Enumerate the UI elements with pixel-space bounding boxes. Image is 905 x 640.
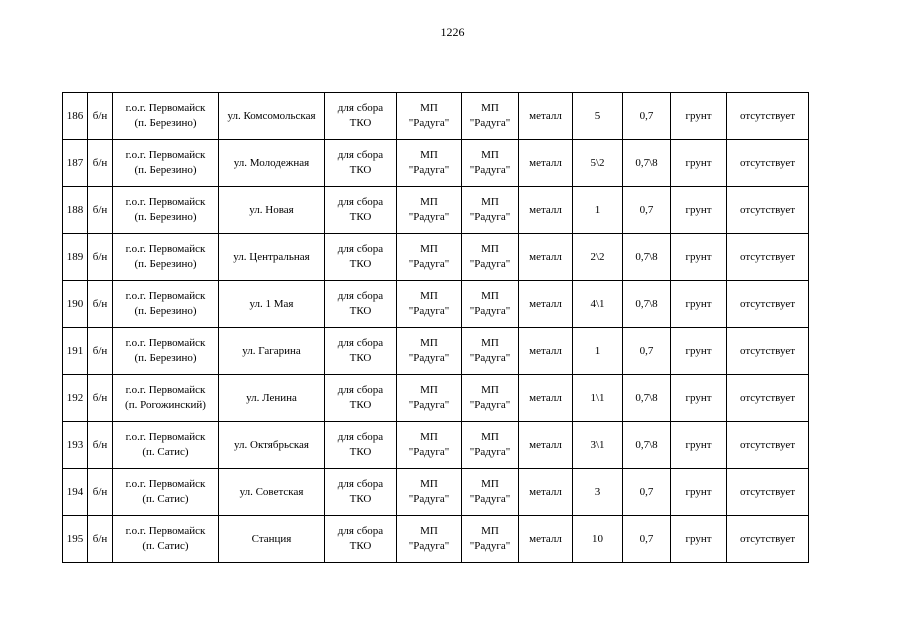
cell-purpose bbox=[325, 469, 397, 516]
table-row bbox=[63, 93, 809, 140]
cell-operator-line: МП bbox=[481, 149, 499, 161]
cell-purpose-line: для сбора bbox=[337, 337, 384, 349]
cell-purpose-line: ТКО bbox=[349, 117, 372, 129]
cell-settlement-line: (п. Сатис) bbox=[142, 493, 189, 505]
cell-number: 186 bbox=[63, 93, 88, 140]
cell-operator bbox=[462, 516, 519, 563]
cell-number: 190 bbox=[63, 281, 88, 328]
cell-volume: 0,7 bbox=[623, 328, 671, 375]
cell-owner-line: "Радуга" bbox=[408, 493, 450, 505]
cell-purpose-line: ТКО bbox=[349, 305, 372, 317]
table-row bbox=[63, 516, 809, 563]
cell-street: ул. Октябрьская bbox=[219, 422, 325, 469]
cell-street: ул. Новая bbox=[219, 187, 325, 234]
cell-owner-line: "Радуга" bbox=[408, 211, 450, 223]
cell-surface: грунт bbox=[671, 469, 727, 516]
cell-count: 3\1 bbox=[573, 422, 623, 469]
cell-volume: 0,7\8 bbox=[623, 422, 671, 469]
cell-registry: б/н bbox=[88, 422, 113, 469]
cell-settlement bbox=[113, 234, 219, 281]
cell-settlement-line: (п. Березино) bbox=[134, 164, 197, 176]
cell-registry: б/н bbox=[88, 187, 113, 234]
cell-purpose-line: ТКО bbox=[349, 399, 372, 411]
cell-street: ул. Центральная bbox=[219, 234, 325, 281]
cell-settlement-line: (п. Березино) bbox=[134, 117, 197, 129]
container-sites-table bbox=[62, 92, 809, 563]
cell-street: ул. Советская bbox=[219, 469, 325, 516]
page-number: 1226 bbox=[440, 25, 465, 39]
cell-purpose-line: ТКО bbox=[349, 540, 372, 552]
cell-settlement-line: (п. Березино) bbox=[134, 352, 197, 364]
cell-operator bbox=[462, 469, 519, 516]
cell-volume: 0,7\8 bbox=[623, 281, 671, 328]
cell-owner-line: "Радуга" bbox=[408, 117, 450, 129]
cell-purpose-line: для сбора bbox=[337, 196, 384, 208]
cell-operator-line: МП bbox=[481, 102, 499, 114]
cell-owner bbox=[397, 422, 462, 469]
cell-number: 189 bbox=[63, 234, 88, 281]
cell-settlement-line: (п. Березино) bbox=[134, 305, 197, 317]
cell-surface: грунт bbox=[671, 187, 727, 234]
cell-operator-line: "Радуга" bbox=[469, 258, 511, 270]
cell-settlement-line: (п. Березино) bbox=[134, 258, 197, 270]
cell-owner-line: "Радуга" bbox=[408, 399, 450, 411]
cell-purpose bbox=[325, 422, 397, 469]
cell-settlement-line: г.о.г. Первомайск bbox=[125, 290, 206, 302]
cell-fence: отсутствует bbox=[727, 375, 809, 422]
cell-settlement bbox=[113, 516, 219, 563]
cell-settlement-line: (п. Сатис) bbox=[142, 446, 189, 458]
cell-count: 5 bbox=[573, 93, 623, 140]
cell-surface: грунт bbox=[671, 281, 727, 328]
cell-purpose-line: ТКО bbox=[349, 164, 372, 176]
cell-registry: б/н bbox=[88, 469, 113, 516]
cell-operator-line: МП bbox=[481, 243, 499, 255]
cell-volume: 0,7 bbox=[623, 93, 671, 140]
cell-operator-line: "Радуга" bbox=[469, 399, 511, 411]
cell-surface: грунт bbox=[671, 140, 727, 187]
cell-owner-line: МП bbox=[420, 196, 438, 208]
cell-purpose-line: ТКО bbox=[349, 211, 372, 223]
cell-operator bbox=[462, 328, 519, 375]
cell-count: 2\2 bbox=[573, 234, 623, 281]
cell-count: 3 bbox=[573, 469, 623, 516]
cell-owner-line: МП bbox=[420, 384, 438, 396]
cell-registry: б/н bbox=[88, 516, 113, 563]
cell-operator bbox=[462, 140, 519, 187]
cell-volume: 0,7\8 bbox=[623, 375, 671, 422]
cell-count: 4\1 bbox=[573, 281, 623, 328]
cell-surface: грунт bbox=[671, 234, 727, 281]
cell-operator-line: МП bbox=[481, 478, 499, 490]
cell-fence: отсутствует bbox=[727, 422, 809, 469]
cell-owner-line: МП bbox=[420, 337, 438, 349]
cell-operator-line: "Радуга" bbox=[469, 117, 511, 129]
cell-operator bbox=[462, 281, 519, 328]
cell-owner-line: "Радуга" bbox=[408, 352, 450, 364]
table-row bbox=[63, 234, 809, 281]
table-row bbox=[63, 422, 809, 469]
cell-operator-line: МП bbox=[481, 196, 499, 208]
cell-owner bbox=[397, 93, 462, 140]
table-body bbox=[63, 93, 809, 563]
cell-operator-line: МП bbox=[481, 384, 499, 396]
cell-number: 188 bbox=[63, 187, 88, 234]
cell-purpose bbox=[325, 234, 397, 281]
cell-surface: грунт bbox=[671, 375, 727, 422]
cell-owner-line: МП bbox=[420, 525, 438, 537]
cell-count: 5\2 bbox=[573, 140, 623, 187]
cell-operator-line: "Радуга" bbox=[469, 305, 511, 317]
cell-settlement bbox=[113, 469, 219, 516]
cell-purpose-line: ТКО bbox=[349, 493, 372, 505]
cell-settlement-line: г.о.г. Первомайск bbox=[125, 243, 206, 255]
cell-material: металл bbox=[519, 187, 573, 234]
cell-number: 195 bbox=[63, 516, 88, 563]
table-row bbox=[63, 328, 809, 375]
cell-purpose-line: ТКО bbox=[349, 446, 372, 458]
cell-purpose bbox=[325, 328, 397, 375]
cell-material: металл bbox=[519, 281, 573, 328]
cell-operator-line: "Радуга" bbox=[469, 493, 511, 505]
cell-settlement-line: г.о.г. Первомайск bbox=[125, 196, 206, 208]
cell-purpose bbox=[325, 93, 397, 140]
table-row bbox=[63, 375, 809, 422]
cell-operator-line: "Радуга" bbox=[469, 211, 511, 223]
table-row bbox=[63, 140, 809, 187]
cell-registry: б/н bbox=[88, 281, 113, 328]
cell-fence: отсутствует bbox=[727, 234, 809, 281]
cell-number: 193 bbox=[63, 422, 88, 469]
cell-owner-line: МП bbox=[420, 149, 438, 161]
cell-operator bbox=[462, 187, 519, 234]
cell-count: 1 bbox=[573, 328, 623, 375]
cell-owner-line: МП bbox=[420, 478, 438, 490]
cell-purpose bbox=[325, 187, 397, 234]
cell-volume: 0,7 bbox=[623, 187, 671, 234]
cell-volume: 0,7 bbox=[623, 516, 671, 563]
cell-surface: грунт bbox=[671, 328, 727, 375]
cell-settlement-line: (п. Сатис) bbox=[142, 540, 189, 552]
cell-count: 1 bbox=[573, 187, 623, 234]
cell-owner-line: "Радуга" bbox=[408, 446, 450, 458]
cell-purpose bbox=[325, 140, 397, 187]
cell-owner-line: МП bbox=[420, 102, 438, 114]
cell-fence: отсутствует bbox=[727, 328, 809, 375]
cell-volume: 0,7\8 bbox=[623, 234, 671, 281]
cell-owner bbox=[397, 281, 462, 328]
cell-owner bbox=[397, 469, 462, 516]
cell-fence: отсутствует bbox=[727, 93, 809, 140]
cell-settlement-line: г.о.г. Первомайск bbox=[125, 102, 206, 114]
cell-owner-line: "Радуга" bbox=[408, 258, 450, 270]
cell-number: 192 bbox=[63, 375, 88, 422]
cell-surface: грунт bbox=[671, 516, 727, 563]
cell-purpose-line: для сбора bbox=[337, 384, 384, 396]
cell-street: Станция bbox=[219, 516, 325, 563]
cell-purpose-line: для сбора bbox=[337, 525, 384, 537]
cell-surface: грунт bbox=[671, 422, 727, 469]
cell-purpose-line: для сбора bbox=[337, 149, 384, 161]
cell-settlement-line: (п. Березино) bbox=[134, 211, 197, 223]
cell-owner-line: "Радуга" bbox=[408, 305, 450, 317]
cell-operator-line: МП bbox=[481, 431, 499, 443]
cell-purpose-line: для сбора bbox=[337, 478, 384, 490]
cell-material: металл bbox=[519, 375, 573, 422]
cell-owner bbox=[397, 187, 462, 234]
cell-owner-line: "Радуга" bbox=[408, 540, 450, 552]
cell-settlement bbox=[113, 187, 219, 234]
cell-settlement-line: г.о.г. Первомайск bbox=[125, 384, 206, 396]
cell-settlement bbox=[113, 328, 219, 375]
cell-fence: отсутствует bbox=[727, 469, 809, 516]
cell-purpose-line: ТКО bbox=[349, 258, 372, 270]
cell-fence: отсутствует bbox=[727, 281, 809, 328]
cell-settlement-line: г.о.г. Первомайск bbox=[125, 525, 206, 537]
cell-owner bbox=[397, 375, 462, 422]
cell-material: металл bbox=[519, 234, 573, 281]
cell-settlement bbox=[113, 422, 219, 469]
cell-material: металл bbox=[519, 93, 573, 140]
cell-settlement-line: г.о.г. Первомайск bbox=[125, 431, 206, 443]
cell-operator-line: "Радуга" bbox=[469, 446, 511, 458]
table-row bbox=[63, 281, 809, 328]
cell-purpose-line: для сбора bbox=[337, 290, 384, 302]
cell-fence: отсутствует bbox=[727, 187, 809, 234]
cell-settlement-line: г.о.г. Первомайск bbox=[125, 337, 206, 349]
cell-count: 10 bbox=[573, 516, 623, 563]
cell-number: 194 bbox=[63, 469, 88, 516]
cell-registry: б/н bbox=[88, 140, 113, 187]
cell-operator-line: "Радуга" bbox=[469, 540, 511, 552]
cell-settlement bbox=[113, 140, 219, 187]
cell-number: 191 bbox=[63, 328, 88, 375]
cell-operator bbox=[462, 375, 519, 422]
cell-settlement bbox=[113, 281, 219, 328]
cell-purpose-line: ТКО bbox=[349, 352, 372, 364]
cell-owner bbox=[397, 234, 462, 281]
cell-material: металл bbox=[519, 140, 573, 187]
cell-owner bbox=[397, 328, 462, 375]
cell-purpose bbox=[325, 281, 397, 328]
cell-owner-line: МП bbox=[420, 243, 438, 255]
cell-registry: б/н bbox=[88, 93, 113, 140]
cell-purpose bbox=[325, 516, 397, 563]
cell-street: ул. Ленина bbox=[219, 375, 325, 422]
cell-owner-line: МП bbox=[420, 290, 438, 302]
table-row bbox=[63, 187, 809, 234]
cell-number: 187 bbox=[63, 140, 88, 187]
cell-registry: б/н bbox=[88, 375, 113, 422]
cell-volume: 0,7 bbox=[623, 469, 671, 516]
cell-street: ул. Молодежная bbox=[219, 140, 325, 187]
cell-purpose-line: для сбора bbox=[337, 102, 384, 114]
cell-material: металл bbox=[519, 516, 573, 563]
cell-operator-line: МП bbox=[481, 290, 499, 302]
cell-settlement-line: (п. Рогожинский) bbox=[125, 399, 206, 411]
cell-owner-line: МП bbox=[420, 431, 438, 443]
cell-material: металл bbox=[519, 328, 573, 375]
table-row bbox=[63, 469, 809, 516]
cell-registry: б/н bbox=[88, 328, 113, 375]
cell-street: ул. 1 Мая bbox=[219, 281, 325, 328]
cell-operator-line: "Радуга" bbox=[469, 352, 511, 364]
cell-operator-line: "Радуга" bbox=[469, 164, 511, 176]
cell-owner-line: "Радуга" bbox=[408, 164, 450, 176]
cell-purpose-line: для сбора bbox=[337, 243, 384, 255]
cell-settlement bbox=[113, 93, 219, 140]
cell-settlement-line: г.о.г. Первомайск bbox=[125, 149, 206, 161]
cell-operator-line: МП bbox=[481, 525, 499, 537]
cell-fence: отсутствует bbox=[727, 140, 809, 187]
cell-settlement bbox=[113, 375, 219, 422]
cell-operator-line: МП bbox=[481, 337, 499, 349]
cell-operator bbox=[462, 93, 519, 140]
cell-operator bbox=[462, 234, 519, 281]
cell-registry: б/н bbox=[88, 234, 113, 281]
cell-material: металл bbox=[519, 422, 573, 469]
cell-street: ул. Комсомольская bbox=[219, 93, 325, 140]
cell-surface: грунт bbox=[671, 93, 727, 140]
cell-purpose bbox=[325, 375, 397, 422]
cell-material: металл bbox=[519, 469, 573, 516]
cell-volume: 0,7\8 bbox=[623, 140, 671, 187]
cell-owner bbox=[397, 140, 462, 187]
cell-street: ул. Гагарина bbox=[219, 328, 325, 375]
cell-settlement-line: г.о.г. Первомайск bbox=[125, 478, 206, 490]
cell-count: 1\1 bbox=[573, 375, 623, 422]
cell-purpose-line: для сбора bbox=[337, 431, 384, 443]
cell-fence: отсутствует bbox=[727, 516, 809, 563]
cell-operator bbox=[462, 422, 519, 469]
cell-owner bbox=[397, 516, 462, 563]
